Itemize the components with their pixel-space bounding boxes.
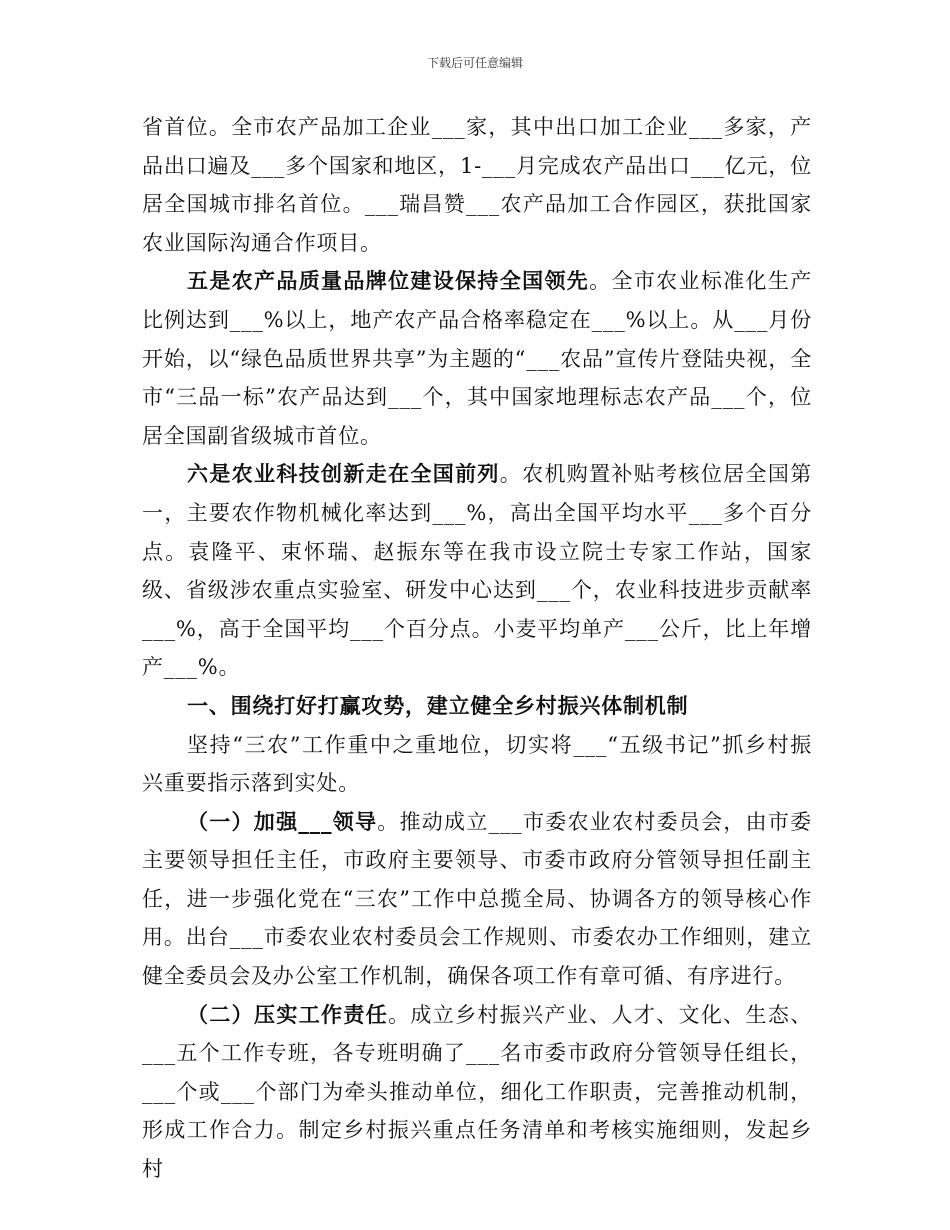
paragraph-6-lead: （二）压实工作责任 [187, 1001, 389, 1027]
header-note: 下载后可任意编辑 [426, 56, 523, 70]
paragraph-4: 坚持“三农”工作重中之重地位，切实将___“五级书记”抓乡村振兴重要指示落到实处。 [142, 732, 812, 796]
document-body [142, 108, 812, 1189]
paragraph-6 [142, 996, 812, 1189]
paragraph-3-lead: 六是农业科技创新走在全国前列 [187, 461, 500, 487]
paragraph-2 [142, 262, 812, 455]
paragraph-3 [142, 455, 812, 687]
paragraph-2-lead: 五是农产品质量品牌位建设保持全国领先 [187, 268, 590, 294]
paragraph-6-text: 。成立乡村振兴产业、人才、文化、生态、___五个工作专班，各专班明确了___名市委市政府分管领导任组长，___个或___个部门为牵头推动单位，细化工作职责，完善推动机制，形成工作合力。制定乡村振兴重点任务清单和考核实施细则，发起乡村 [142, 1002, 813, 1182]
paragraph-3-text: 。农机购置补贴考核位居全国第一，主要农作物机械化率达到___%，高出全国平均水平___多个百分点。袁隆平、束怀瑞、赵振东等在我市设立院士专家工作站，国家级、省级涉农重点实验室、研发中心达到___个，农业科技进步贡献率___%，高于全国平均___个百分点。小麦平均单产___公斤，比上年增产___%。 [142, 462, 812, 680]
paragraph-1: 省首位。全市农产品加工企业___家，其中出口加工企业___多家，产品出口遍及___多个国家和地区，1-___月完成农产品出口___亿元，位居全国城市排名首位。___瑞昌赞___农产品加工合作园区，获批国家农业国际沟通合作项目。 [142, 115, 812, 255]
paragraph-2-text: 。全市农业标准化生产比例达到___%以上，地产农产品合格率稳定在___%以上。从___月份开始，以“绿色品质世界共享”为主题的“___农品”宣传片登陆央视，全市“三品一标”农产品达到___个，其中国家地理标志农产品___个，位居全国副省级城市首位。 [142, 269, 813, 448]
paragraph-5-lead: （一）加强___领导 [187, 808, 378, 834]
section-heading-1: 一、围绕打好打赢攻势，建立健全乡村振兴体制机制 [187, 692, 689, 718]
paragraph-5 [142, 803, 812, 996]
paragraph-5-text: 。推动成立___市委农业农村委员会，由市委主要领导担任主任，市政府主要领导、市委市政府分管领导担任副主任，进一步强化党在“三农”工作中总揽全局、协调各方的领导核心作用。出台___市委农业农村委员会工作规则、市委农办工作细则，建立健全委员会及办公室工作机制，确保各项工作有章可循、有序进行。 [142, 809, 812, 989]
